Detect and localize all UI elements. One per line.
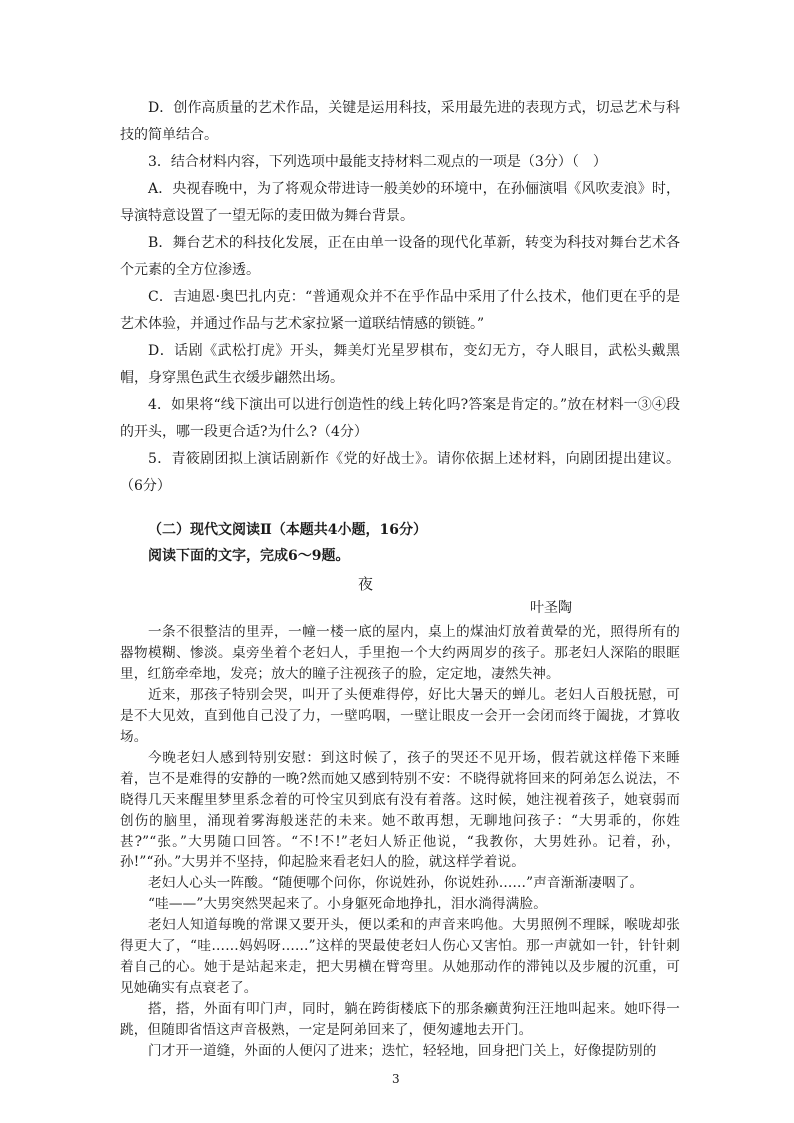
option-d-continued: D．创作高质量的艺术作品，关键是运用科技，采用最先进的表现方式，切忌艺术与科技的简单结合。 — [120, 100, 680, 143]
passage-paragraph-1: 一条不很整洁的里弄，一幢一楼一底的屋内，桌上的煤油灯放着黄晕的光，照得所有的器物模糊、惨淡。桌旁坐着个老妇人，手里抱一个大约两周岁的孩子。那老妇人深陷的眼眶里，红筋牵牵地，发亮；放大的瞳子注视孩子的脸，定定地，凄然失神。 — [120, 624, 680, 682]
passage-paragraph-5: “哇——”大男突然哭起来了。小身躯死命地挣扎，泪水淌得满脸。 — [148, 896, 548, 913]
question-3: 3．结合材料内容，下列选项中最能支持材料二观点的一项是（3分）（ ） — [148, 154, 607, 170]
passage-paragraph-4: 老妇人心头一阵酸。“随便哪个问你，你说姓孙，你说姓孙……”声音渐渐凄咽了。 — [148, 875, 644, 892]
page-number: 3 — [392, 1072, 400, 1086]
question-3-option-c: C．吉迪恩·奥巴扎内克：“普通观众并不在乎作品中采用了什么技术，他们更在乎的是艺术体验，并通过作品与艺术家拉紧一道联结情感的锁链。” — [120, 289, 680, 332]
passage-author: 叶圣陶 — [530, 600, 572, 616]
passage-paragraph-2: 近来，那孩子特别会哭，叫开了头便难得停，好比大暑天的蝉儿。老妇人百般抚慰，可是不大见效，直到他自己没了力，一壁呜咽，一壁让眼皮一会开一会闭而终于阖拢，才算收场。 — [120, 686, 680, 745]
passage-title: 夜 — [358, 575, 374, 593]
question-4: 4．如果将“线下演出可以进行创造性的线上转化吗?答案是肯定的。”放在材料一③④段的开头，哪一段更合适?为什么?（4分） — [120, 397, 680, 440]
reading-instruction: 阅读下面的文字，完成6～9题。 — [148, 548, 350, 564]
question-3-option-a: A．央视春晚中，为了将观众带进诗一般美妙的环境中，在孙俪演唱《风吹麦浪》时，导演特意设置了一望无际的麦田做为舞台背景。 — [120, 181, 680, 224]
question-5: 5．青筱剧团拟上演话剧新作《党的好战士》。请你依据上述材料，向剧团提出建议。（6分） — [120, 451, 680, 494]
question-3-option-b: B．舞台艺术的科技化发展，正在由单一设备的现代化革新，转变为科技对舞台艺术各个元素的全方位渗透。 — [120, 235, 680, 278]
passage-paragraph-8: 门才开一道缝，外面的人便闪了进来；迭忙，轻轻地，回身把门关上，好像提防别的 — [148, 1043, 657, 1060]
passage-paragraph-7: 搭，搭，外面有叩门声，同时，躺在跨街楼底下的那条癞黄狗汪汪地叫起来。她吓得一跳，但随即省悟这声音极熟，一定是阿弟回来了，便匆遽地去开门。 — [120, 1001, 680, 1039]
passage-paragraph-6: 老妇人知道每晚的常课又要开头，便以柔和的声音来呜他。大男照例不理睬，喉咙却张得更大了，“哇……妈妈呀……”这样的哭最使老妇人伤心又害怕。那一声就如一针，针针刺着自己的心。她于是站起来走，把大男横在臂弯里。从她那动作的滞钝以及步履的沉重，可见她确实有点衰老了。 — [120, 917, 680, 997]
question-3-option-d: D．话剧《武松打虎》开头，舞美灯光星罗棋布，变幻无方，夺人眼目，武松头戴黑帽，身穿黑色武生衣缓步翩然出场。 — [120, 343, 680, 386]
section-heading: （二）现代文阅读Ⅱ（本题共4小题，16分） — [148, 522, 428, 538]
passage-paragraph-3: 今晚老妇人感到特别安慰：到这时候了，孩子的哭还不见开场，假若就这样倦下来睡着，岂不是难得的安静的一晚?然而她又感到特别不安：不晓得就将回来的阿弟怎么说法，不晓得几天来醒里梦里系念着的可怜宝贝到底有没有着落。这时候，她注视着孩子，她衰弱而创伤的脑里，涌现着雾海般迷茫的未来。她不敢再想，无聊地问孩子：“大男乖的，你姓甚?”“张。”大男随口回答。“不!不!”老妇人矫正他说，“我教你，大男姓孙。记着，孙，孙!”“孙。”大男并不坚持，仰起脸来看老妇人的脸，就这样学着说。 — [120, 749, 680, 871]
